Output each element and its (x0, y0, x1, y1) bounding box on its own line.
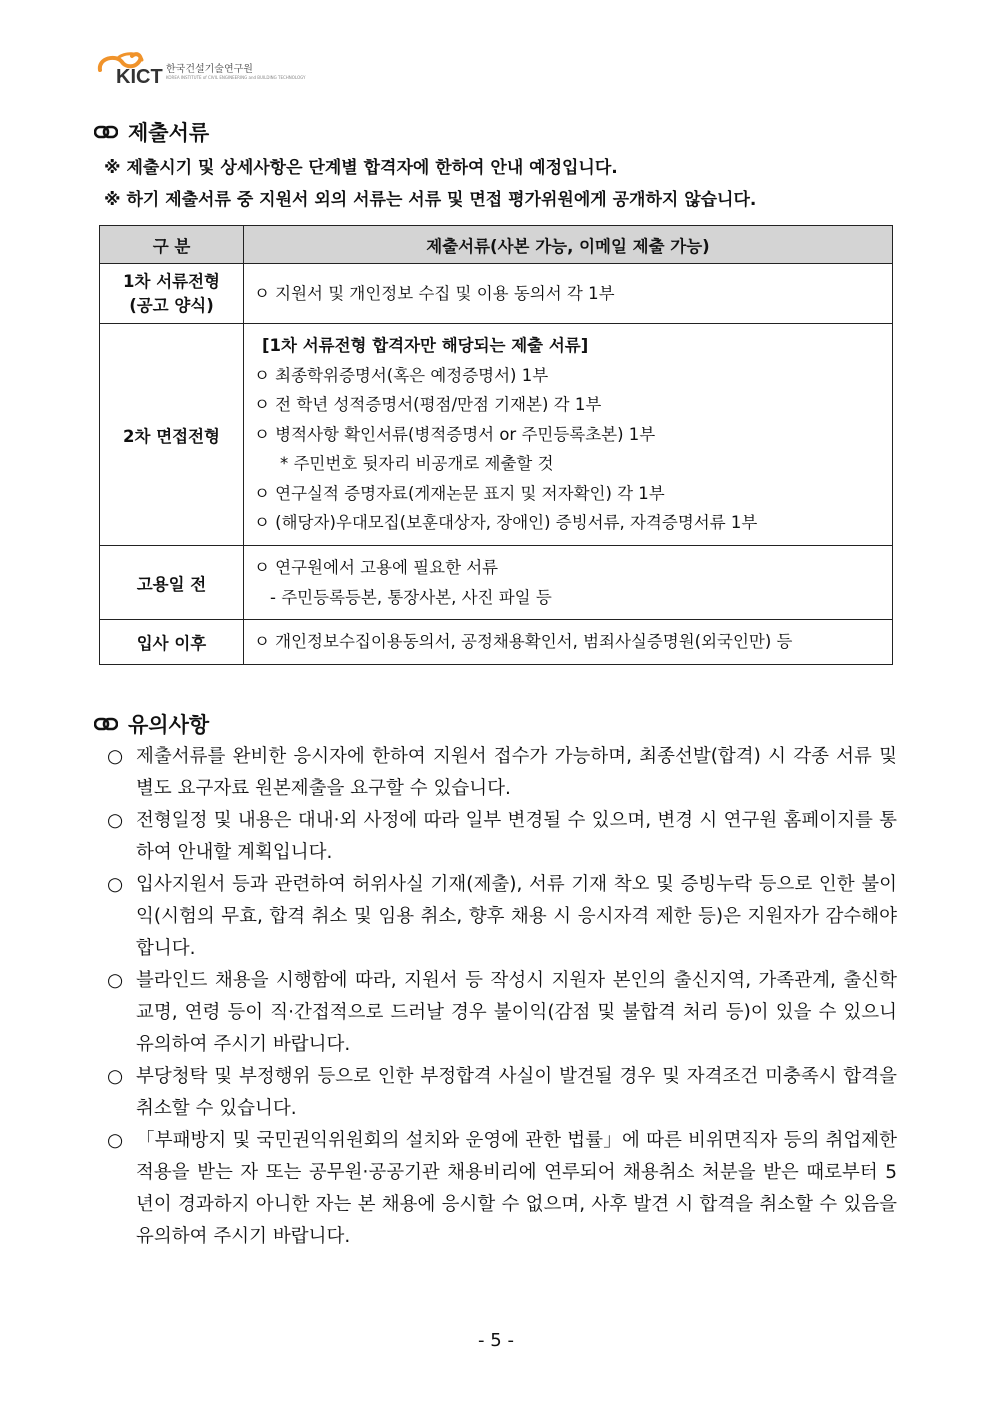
stage-label: 2차 면접전형 (123, 426, 220, 446)
doc-item: ㅇ 연구실적 증명자료(게재논문 표지 및 저자확인) 각 1부 (254, 483, 665, 503)
bullet-icon: ○ (107, 1130, 124, 1151)
note-line: ※ 하기 제출서류 중 지원서 외의 서류는 서류 및 면접 평가위원에게 공개하지 않습니다. (104, 190, 757, 210)
logo-text: KICT (116, 66, 163, 88)
section-title-text: 제출서류 (128, 121, 210, 145)
table-row (100, 620, 893, 665)
list-item (104, 805, 897, 869)
page-number: - 5 - (478, 1330, 514, 1351)
table-header-category: 구 분 (100, 226, 244, 264)
table-row (100, 264, 893, 324)
doc-item: ㅇ 지원서 및 개인정보 수집 및 이용 동의서 각 1부 (254, 283, 615, 303)
bullet-icon: ○ (107, 970, 124, 991)
link-icon (94, 717, 118, 731)
section-title-text: 유의사항 (128, 713, 210, 737)
doc-item: ㅇ 전 학년 성적증명서(평점/만점 기재본) 각 1부 (254, 395, 602, 415)
doc-subnote: - 주민등록등본, 통장사본, 사진 파일 등 (270, 587, 552, 607)
doc-subnote: * 주민번호 뒷자리 비공개로 제출할 것 (280, 454, 554, 474)
list-item-text: 전형일정 및 내용은 대내·외 사정에 따라 일부 변경될 수 있으며, 변경 시 연구원 홈페이지를 통하여 안내할 계획입니다. (136, 810, 897, 863)
list-item (104, 1061, 897, 1125)
logo-mark (96, 50, 163, 88)
stage-label: 1차 서류전형 (123, 271, 220, 291)
stage-label: 고용일 전 (136, 574, 207, 594)
doc-header: [1차 서류전형 합격자만 해당되는 제출 서류] (262, 336, 589, 356)
note-line: ※ 제출시기 및 상세사항은 단계별 합격자에 한하여 안내 예정입니다. (104, 158, 618, 178)
org-logo (96, 46, 306, 86)
bullet-icon: ○ (107, 874, 124, 895)
list-item-text: 제출서류를 완비한 응시자에 한하여 지원서 접수가 가능하며, 최종선발(합격) 시 각종 서류 및 별도 요구자료 원본제출을 요구할 수 있습니다. (136, 746, 897, 799)
link-icon (94, 125, 118, 139)
list-item (104, 869, 897, 965)
org-name-ko: 한국건설기술연구원 (166, 64, 253, 75)
table-header-documents: 제출서류(사본 가능, 이메일 제출 가능) (244, 226, 893, 264)
doc-item: ㅇ 최종학위증명서(혹은 예정증명서) 1부 (254, 365, 549, 385)
list-item-text: 부당청탁 및 부정행위 등으로 인한 부정합격 사실이 발견될 경우 및 자격조건 미충족시 합격을 취소할 수 있습니다. (136, 1066, 897, 1119)
table-row (100, 546, 893, 620)
list-item-text: 블라인드 채용을 시행함에 따라, 지원서 등 작성시 지원자 본인의 출신지역, 가족관계, 출신학교명, 연령 등이 직·간접적으로 드러날 경우 불이익(감점 및 불합격 처리 등)이 있을 수 있으니 유의하여 주시기 바랍니다. (136, 970, 897, 1055)
table-row (100, 324, 893, 546)
bullet-icon: ○ (107, 746, 124, 767)
doc-item: ㅇ (해당자)우대모집(보훈대상자, 장애인) 증빙서류, 자격증명서류 1부 (254, 513, 758, 533)
bullet-icon: ○ (107, 1066, 124, 1087)
section-title-notes (94, 709, 209, 739)
notes-list (104, 741, 897, 1253)
org-name-en: KOREA INSTITUTE of CIVIL ENGINEERING and BUILDING TECHNOLOGY (166, 75, 306, 80)
doc-item: ㅇ 개인정보수집이용동의서, 공정채용확인서, 범죄사실증명원(외국인만) 등 (254, 632, 793, 652)
doc-item: ㅇ 병적사항 확인서류(병적증명서 or 주민등록초본) 1부 (254, 424, 656, 444)
stage-label: (공고 양식) (129, 295, 214, 315)
bullet-icon: ○ (107, 810, 124, 831)
list-item-text: 입사지원서 등과 관련하여 허위사실 기재(제출), 서류 기재 착오 및 증빙누락 등으로 인한 불이익(시험의 무효, 합격 취소 및 임용 취소, 향후 채용 시 응시자격 제한 등)은 지원자가 감수해야 합니다. (136, 874, 897, 959)
submission-table (99, 225, 893, 665)
list-item (104, 1125, 897, 1253)
stage-label: 입사 이후 (136, 634, 207, 653)
list-item (104, 741, 897, 805)
doc-item: ㅇ 연구원에서 고용에 필요한 서류 (254, 558, 499, 577)
list-item (104, 965, 897, 1061)
section-title-submission (94, 117, 209, 147)
list-item-text: 「부패방지 및 국민권익위원회의 설치와 운영에 관한 법률」에 따른 비위면직자 등의 취업제한 적용을 받는 자 또는 공무원·공공기관 채용비리에 연루되어 채용취소 처분을 받은 때로부터 5년이 경과하지 아니한 자는 본 채용에 응시할 수 없으며, 사후 발견 시 합격을 취소할 수 있음을 유의하여 주시기 바랍니다. (136, 1130, 897, 1247)
